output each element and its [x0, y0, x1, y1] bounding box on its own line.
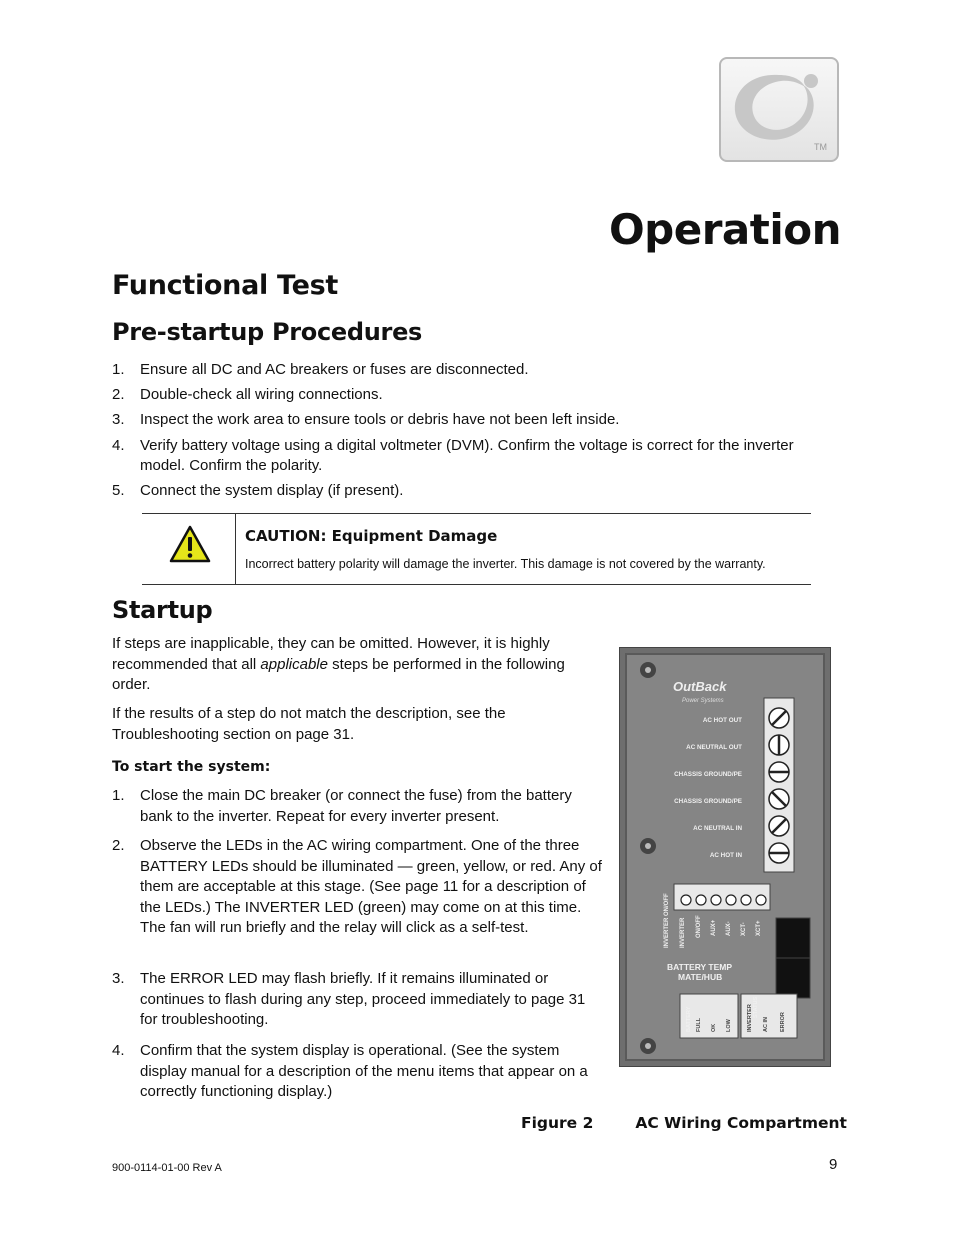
list-item-number: 4. — [112, 437, 125, 454]
terminal-label: AUX- — [726, 921, 732, 936]
terminal-label: CHASSIS GROUND/PE — [674, 771, 742, 778]
list-item-text: Confirm that the system display is operational. (See the system display manual for a description of the menu items that appear on a correctly functioning display.) — [140, 1042, 588, 1100]
led-label: OK — [711, 1023, 717, 1032]
section-title: Functional Test — [112, 270, 338, 301]
start-system-subheading: To start the system: — [112, 759, 271, 775]
mate-hub-label: MATE/HUB — [678, 972, 723, 982]
led-label: FULL — [696, 1017, 702, 1032]
brand-tagline: Power Systems — [682, 698, 724, 704]
figure-caption-name: AC Wiring Compartment — [635, 1114, 847, 1132]
page-number: 9 — [829, 1156, 838, 1173]
screw-icon — [640, 662, 656, 678]
list-item-number: 3. — [112, 970, 125, 987]
startup-heading: Startup — [112, 596, 213, 624]
terminal-label: AC NEUTRAL IN — [693, 825, 742, 832]
terminal-screw-icon — [769, 735, 789, 755]
troubleshooting-paragraph: If the results of a step do not match the description, see the Troubleshooting section on page 31. — [112, 705, 506, 743]
pre-startup-heading: Pre-startup Procedures — [112, 318, 423, 346]
caution-box — [142, 513, 811, 585]
terminal-label: AC HOT OUT — [702, 717, 742, 724]
startup-intro-paragraph — [112, 634, 602, 696]
paragraph-text: If steps are inapplicable, they can be omitted. However, it is highly recommended that all — [112, 635, 550, 673]
terminal-screw-icon — [769, 816, 789, 836]
terminal-label: ON/OFF — [696, 915, 702, 938]
list-item-text: Connect the system display (if present). — [140, 482, 404, 499]
terminal-label: CHASSIS GROUND/PE — [674, 798, 742, 805]
warning-triangle-icon — [168, 524, 212, 569]
rj-jack — [776, 918, 810, 960]
led-label: ERROR — [780, 1012, 786, 1032]
list-item-text: The ERROR LED may flash briefly. If it remains illuminated or continues to flash during any step, proceed immediately to page 31 for troubleshooting. — [140, 970, 586, 1028]
status-label: STATUS — [753, 996, 759, 1018]
terminal-label: INVERTER — [680, 917, 686, 948]
led-label: INVERTER — [747, 1004, 753, 1032]
list-item-number: 3. — [112, 411, 125, 428]
list-item-text: Close the main DC breaker (or connect the fuse) from the battery bank to the inverter. Repeat for every inverter present. — [140, 787, 572, 825]
list-item-text: Double-check all wiring connections. — [140, 386, 383, 403]
list-item-text: Ensure all DC and AC breakers or fuses are disconnected. — [140, 361, 529, 378]
terminal-label: AUX+ — [711, 919, 717, 936]
list-item-number: 2. — [112, 386, 125, 403]
led-label: AC IN — [763, 1017, 769, 1032]
terminal-screw-icon — [769, 789, 789, 809]
terminal-label: XCT- — [741, 922, 747, 936]
list-item-text: Inspect the work area to ensure tools or debris have not been left inside. — [140, 411, 620, 428]
company-logo — [719, 57, 839, 162]
brand-name: OutBack — [673, 679, 727, 694]
battery-label: BATTERY — [686, 1006, 692, 1032]
terminal-label: INVERTER ON/OFF — [664, 893, 670, 948]
list-item-text: Observe the LEDs in the AC wiring compartment. One of the three BATTERY LEDs should be illuminated — green, yellow, or red. Any of them are acceptable at this stage. (See page 11 for a description of the LEDs.) The INVERTER LED (green) may come on at this time. The fan will run briefly and the relay will click as a self-test. — [140, 837, 602, 936]
paragraph-text: steps be performed in the following order. — [112, 655, 565, 693]
caution-divider — [235, 514, 236, 584]
terminal-screw-icon — [769, 762, 789, 782]
ac-wiring-compartment-figure — [619, 647, 831, 1067]
list-item-text: Verify battery voltage using a digital voltmeter (DVM). Confirm the voltage is correct for the inverter model. Confirm the polarity. — [140, 437, 794, 474]
screw-icon — [640, 1038, 656, 1054]
trademark-label: TM — [814, 142, 827, 152]
figure-caption-label: Figure 2 — [521, 1114, 594, 1132]
chapter-title: Operation — [608, 205, 841, 254]
terminal-label: AC HOT IN — [709, 852, 742, 859]
caution-text: Incorrect battery polarity will damage the inverter. This damage is not covered by the warranty. — [245, 557, 766, 571]
list-item-number: 2. — [112, 837, 125, 854]
battery-temp-label: BATTERY TEMP — [667, 962, 733, 972]
document-number: 900-0114-01-00 Rev A — [112, 1162, 222, 1174]
emphasis-text: applicable — [260, 655, 328, 673]
terminal-label: XCT+ — [756, 920, 762, 936]
rj-jack — [776, 958, 810, 998]
terminal-screw-icon — [769, 708, 789, 728]
list-item-number: 4. — [112, 1042, 125, 1059]
list-item-number: 1. — [112, 361, 125, 378]
list-item-number: 1. — [112, 787, 125, 804]
figure-caption — [521, 1114, 847, 1132]
terminal-screw-icon — [769, 843, 789, 863]
screw-icon — [640, 838, 656, 854]
led-label: LOW — [726, 1019, 732, 1032]
list-item-number: 5. — [112, 482, 125, 499]
terminal-label: AC NEUTRAL OUT — [686, 744, 742, 751]
caution-title: CAUTION: Equipment Damage — [245, 527, 498, 545]
